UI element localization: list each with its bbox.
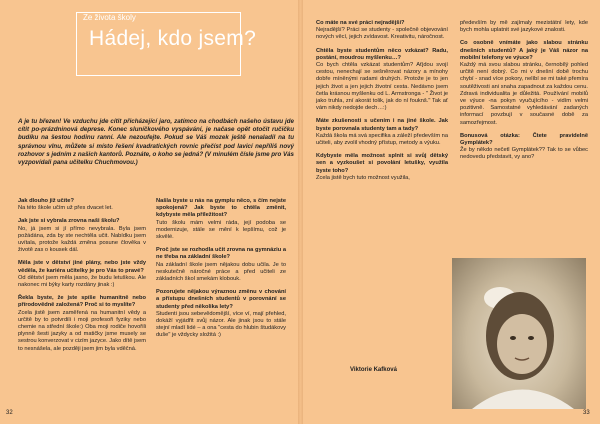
- qa-item: [460, 40, 588, 126]
- answer: Každá škola má svá specifika a záleží především na učiteli, aby zvolil vhodný přístup, metody a výuku.: [316, 132, 448, 147]
- qa-item: [18, 260, 146, 289]
- column-4: [460, 20, 588, 168]
- page-number-right: 33: [583, 410, 590, 416]
- eye-right: [528, 336, 534, 340]
- column-1: [18, 198, 146, 359]
- question: Proč jste se rozhodla učit zrovna na gymnáziu a ne třeba na základní škole?: [156, 247, 286, 261]
- question: Co osobně vnímáte jako slabou stránku dnešních studentů? A jaký je Váš názor na mobilní telefony ve výuce?: [460, 40, 588, 61]
- intro-paragraph: A je tu březen! Ve vzduchu jde cítit přicházející jaro, zatímco na chodbách našeho ústavu jde cítit po-prázdninová deprese. Konec sluníčkového vyspávání, je načase opět otočit ručičku budíku na šestou hodinu ranní. Ale nezoufejte. Pokud se Váš mozek ještě nenaladil na tu správnou vlnu, můžete si místo řešení kvadratických rovnic přečíst pod lavicí nepříliš nový rozhovor s jedním z našich kantorů. Poznáte, o koho se jedná? (V minulém čísle jsme pro Vás vyzpovídali pana učitelku Chuchmovou.): [18, 118, 294, 167]
- column-2: [156, 198, 286, 346]
- qa-item: [460, 20, 588, 34]
- question: Co máte na své práci nejradější?: [316, 20, 405, 26]
- qa-item: [316, 20, 448, 42]
- answer: především by mě zajímaly mezistátní lety, kde bych mohla uplatnit své jazykové znalosti.: [460, 20, 588, 34]
- photo-caption: Viktorie Kafková: [350, 367, 397, 373]
- question: Jak jste si vybrala zrovna naši školu?: [18, 218, 120, 225]
- qa-item: [18, 198, 146, 212]
- article-title: Hádej, kdo jsem?: [89, 27, 257, 50]
- face: [497, 314, 547, 374]
- question: Máte zkušenosti s učením i na jiné škole. Jak byste porovnala studenty tam a tady?: [316, 118, 448, 132]
- qa-item: [18, 295, 146, 353]
- childhood-photo: [452, 258, 586, 409]
- portrait-illustration: [452, 258, 586, 409]
- answer: Studenti jsou sebevědomější, více ví, mají přehled, dokáží vyjádřit svůj názor. Ale jinak jsou to stále stejní mladí lidé – a ona "cesta do hlubin študákovy duše" je vždycky složitá :): [156, 310, 286, 339]
- answer: Zcela jistě jsem zaměřená na humanitní vědy a určitě by to potvrdili i moji profesoři fyziky nebo chemie na střední škole:) Oba moji rodiče hovořili plynně šesti jazyky a od matičky jsme musely se sestrou konverzovat v cizím jazyce. Jako dítě jsem to nesnášela, ale později jsem jim byla vděčná.: [18, 309, 146, 352]
- answer: Na základní škole jsem nějakou dobu učila. Je to neskutečně náročné práce a před učiteli ze základních škol smekám klobouk.: [156, 261, 286, 283]
- question: Chtěla byste studentům něco vzkázat? Radu, postání, moudrou myšlenku…?: [316, 47, 448, 61]
- qa-item: [316, 118, 448, 147]
- question: Našla byste u nás na gymplu něco, s čím nejste spokojená? Jak byste to chtěla změnit, kdybyste měla příležitost?: [156, 198, 286, 219]
- qa-item: [316, 48, 448, 113]
- qa-item: [316, 153, 448, 182]
- page-number-left: 32: [6, 410, 13, 416]
- answer: Že by někdo nečetl Gymplátek?? Tak to se vůbec nedovedu představit, vy ano?: [460, 147, 588, 161]
- answer: Nejradější? Práci se studenty - společně objevování nových věcí, jejich zvídavost. Kreativitu, náročnost.: [316, 27, 448, 41]
- eye-left: [510, 336, 516, 340]
- answer: Zcela jistě bych tuto možnost využila,: [316, 174, 410, 181]
- answer: Od dětství jsem měla jasno, že budu letuškou. Ale nakonec mi býky karty rozdány jinak :): [18, 274, 146, 289]
- question: Bonusová otázka: Čtete pravidelně Gymplátek?: [460, 132, 588, 147]
- page-spine: [298, 0, 303, 424]
- qa-item: [156, 198, 286, 241]
- question: Měla jste v dětství jiné plány, nebo jste vždy věděla, že kariéra učitelky je pro Vás to pravé?: [18, 260, 146, 274]
- section-kicker: Ze života školy: [83, 13, 136, 22]
- answer: Co bych chtěla vzkázat studentům? Aťjdou svojí cestou, nenechají se sešněrovat názory a mínohy dobře míněnými radami druhých. Protože je to jen jejich život a jen jejich životní cesta. Nedávno jsem četla krásnou myšlenku od L. Armstronga - " Život je jako truhla, zní akorát tolik, jak do ní fouknš." Tak ať vám nikdy nedojde dech…:): [316, 62, 448, 112]
- dress: [472, 390, 574, 410]
- answer: Každý má svou slabou stránku, černobílý pohled určitě není dobrý. Co mi v dnešní době trochu chybí - snad více pokory, nelíbí se mi také přemíra soutěživosti ani snaha zapadnout za každou cenu. Zdravá individualita je důležitá. Používání mobilů ve výuce -na pokyn vyučujícího - vidím velmi pozitivně. Samostatné vyhledávání zadaných informací povzbují v současné době za samozřejmost.: [460, 62, 588, 126]
- column-3: [316, 20, 448, 188]
- qa-item: [156, 289, 286, 339]
- question: Řekla byste, že jste spíše humanitně nebo přírodovědně založená? Proč si to myslíte?: [18, 295, 146, 309]
- qa-item: [460, 133, 588, 162]
- qa-item: [156, 247, 286, 283]
- question: Jak dlouho již učíte?: [18, 198, 74, 204]
- answer: No, já jsem si jí přímo nevybrala. Byla jsem požádána, zda by ste nechtěla učit. Nabídku jsem uvítala, protože každá změna posune člověka v životě zas o kousek dál.: [18, 225, 146, 254]
- question: Kdybyste měla možnost splnit si svůj dětský sen a vyzkoušet si povolání letušky, využila byste toho?: [316, 153, 448, 174]
- question: Pozorujete nějakou výraznou změnu v chování a přístupu dnešních studentů v porovnání se studenty před několika lety?: [156, 289, 286, 310]
- qa-item: [18, 218, 146, 254]
- answer: Tuto školu mám velmi ráda, její podoba se modernizuje, stále se mění k lepšímu, což je skvělé.: [156, 219, 286, 241]
- answer: Na této škole učím už přes dvacet let.: [18, 205, 113, 212]
